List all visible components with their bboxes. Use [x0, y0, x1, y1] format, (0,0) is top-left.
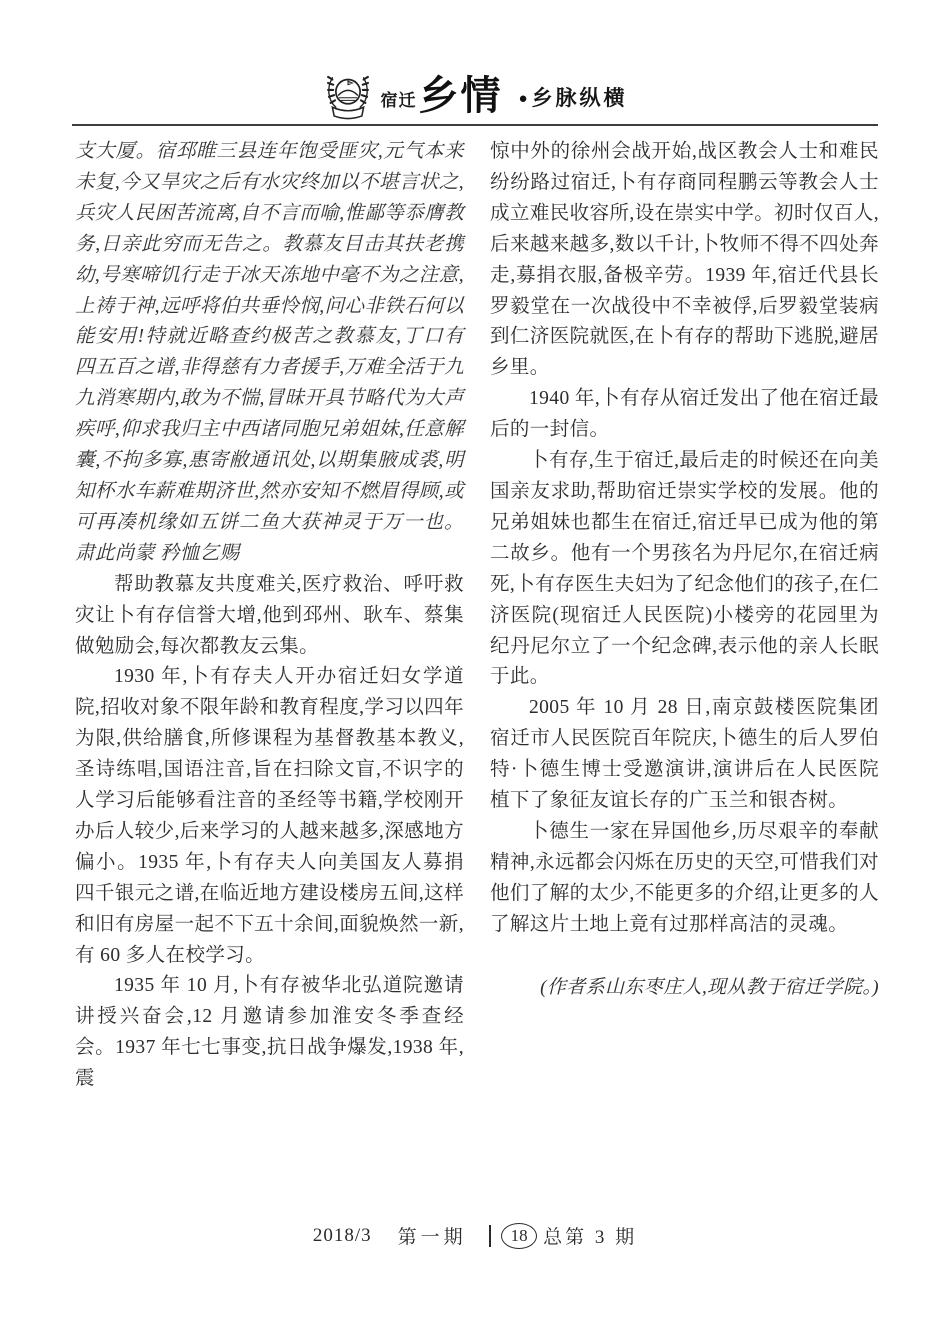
biography-paragraph: 卜有存,生于宿迁,最后走的时候还在向美国亲友求助,帮助宿迁崇实学校的发展。他的兄弟姐妹也都生在宿迁,宿迁早已成为他的第二故乡。他有一个男孩名为丹尼尔,在宿迁病死,卜有存医生夫妇为了纪念他们的孩子,在仁济医院(现宿迁人民医院)小楼旁的花园里为纪丹尼尔立了一个纪念碑,表示他的亲人长眠于此。 — [490, 450, 879, 688]
invitation-paragraph: 1935 年 10 月,卜有存被华北弘道院邀请讲授兴奋会,12 月邀请参加淮安冬季查经会。1937 年七七事变,抗日战争爆发,1938 年,震 — [75, 975, 464, 1090]
masthead-prefix: 宿迁 — [380, 91, 417, 110]
anniversary-paragraph: 2005 年 10 月 28 日,南京鼓楼医院集团宿迁市人民医院百年院庆,卜德生的后人罗伯特·卜德生博士受邀演讲,演讲后在人民医院植下了象征友谊长存的广玉兰和银杏树。 — [490, 697, 879, 812]
total-issue-label: 总第 3 期 — [543, 1227, 638, 1248]
right-column — [490, 137, 879, 1095]
issue-label: 第一期 — [397, 1227, 467, 1248]
section-bullet-icon: ● — [518, 91, 528, 107]
masthead — [0, 64, 950, 116]
wheat-crest-emblem-icon — [322, 70, 374, 122]
women-school-paragraph: 1930 年,卜有存夫人开办宿迁妇女学道院,招收对象不限年龄和教育程度,学习以四年为限,供给膳食,所修课程为基督教基本教义,圣诗练唱,国语注音,旨在扫除文盲,不识字的人学习后能够看注音的圣经等书籍,学校刚开办后人较少,后来学习的人越来越多,深感地方偏小。1935 年,卜有存夫人向美国友人募捐四千银元之谱,在临近地方建设楼房五间,这样和旧有房屋一起不下五十余间,面貌焕然一新,有 60 多人在校学习。 — [75, 666, 464, 966]
masthead-title: 乡情 — [418, 74, 503, 118]
page-number-badge: 18 — [501, 1223, 537, 1249]
war-refugees-paragraph: 惊中外的徐州会战开始,战区教会人士和难民纷纷路过宿迁,卜有存商同程鹏云等教会人士成立难民收容所,设在崇实中学。初时仅百人,后来越来越多,数以千计,卜牧师不得不四处奔走,募捐衣服,备极辛劳。1939 年,宿迁代县长罗毅堂在一次战役中不幸被俘,后罗毅堂装病到仁济医院就医,在卜有存的帮助下逃脱,避居乡里。 — [490, 141, 879, 379]
relief-work-paragraph: 帮助教慕友共度难关,医疗救治、呼吁救灾让卜有存信誉大增,他到邳州、耿车、蔡集做勉励会,每次都教友云集。 — [75, 573, 464, 657]
author-note: (作者系山东枣庄人,现从教于宿迁学院。) — [540, 976, 879, 998]
issue-date: 2018/3 — [312, 1224, 372, 1246]
letter-quote-paragraph: 支大厦。宿邳睢三县连年饱受匪灾,元气本来未复,今又旱灾之后有水灾终加以不堪言状之,兵灾人民困苦流离,自不言而喻,惟鄙等忝膺教务,日亲此穷而无告之。教慕友目击其扶老携幼,号寒啼饥行走于冰天冻地中毫不为之注意,上祷于神,远呼将伯共垂怜悯,问心非铁石何以能安用!特就近略查约极苦之教慕友,丁口有四五百之谱,非得慈有力者援手,万难全活于九九消寒期内,敢为不惴,冒昧开具节略代为大声疾呼,仰求我归主中西诸同胞兄弟姐妹,任意解囊,不拘多寡,惠寄敝通讯处,以期集腋成裘,明知杯水车薪难期济世,然亦安知不燃眉得顾,或可再凑机缘如五饼二鱼大获神灵于万一也。肃此尚蒙 矜恤乞赐 — [75, 141, 464, 564]
article-body — [75, 137, 879, 1095]
page-footer — [0, 1222, 950, 1249]
footer-divider — [489, 1225, 492, 1247]
header-rule — [72, 124, 878, 126]
closing-paragraph: 卜德生一家在异国他乡,历尽艰辛的奉献精神,永远都会闪烁在历史的天空,可惜我们对他们了解的太少,不能更多的介绍,让更多的人了解这片土地上竟有过那样高洁的灵魂。 — [490, 820, 879, 935]
last-letter-paragraph: 1940 年,卜有存从宿迁发出了他在宿迁最后的一封信。 — [490, 388, 879, 441]
section-title: 乡脉纵横 — [531, 87, 628, 110]
left-column — [75, 137, 464, 1095]
